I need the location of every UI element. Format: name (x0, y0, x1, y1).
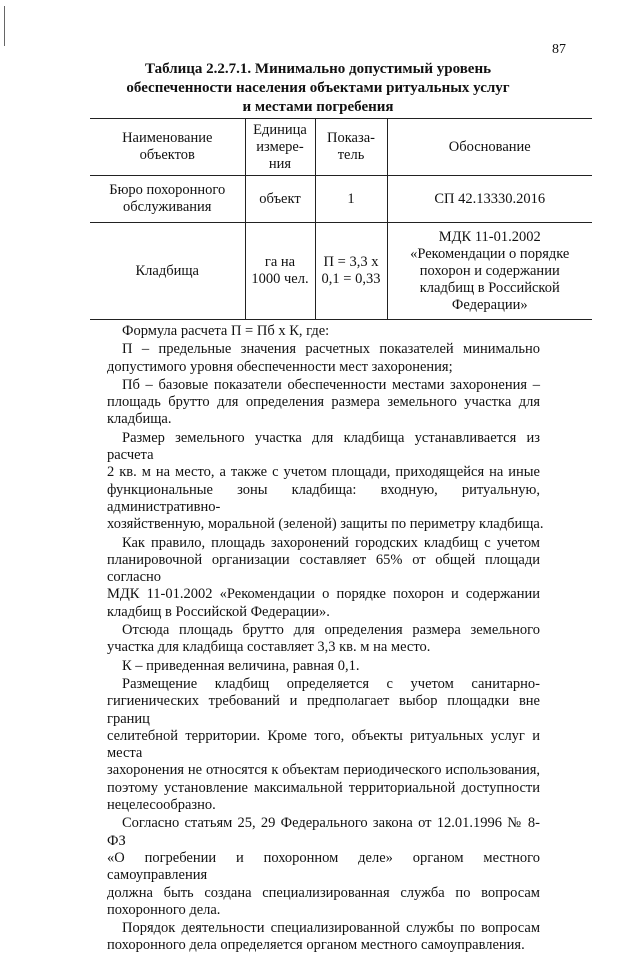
paragraph (107, 815, 540, 919)
text-line: Размещение кладбищ определяется с учетом санитарно- (122, 675, 540, 692)
table-cell: га на 1000 чел. (245, 223, 315, 320)
text-line: планировочной организации составляет 65% от общей площади согласно (107, 551, 540, 586)
header-cell: Показа-тель (315, 119, 387, 176)
paragraph (107, 323, 540, 340)
text-line: похоронного дела определяется органом местного самоуправления. (107, 937, 525, 954)
paragraph (107, 429, 544, 534)
text-line: кладбища. (107, 411, 172, 428)
paragraph (107, 622, 540, 657)
text-line: Порядок деятельности специализированной службы по вопросам (122, 920, 540, 937)
paragraph (107, 676, 540, 814)
text-line: Формула расчета П = Пб х К, где: (122, 323, 330, 339)
table-cell: Кладбища (90, 223, 245, 320)
table-title-line: обеспеченности населения объектами ритуальных услуг (126, 80, 510, 96)
paragraph (107, 535, 540, 621)
text-line: Размер земельного участка для кладбища устанавливается из расчета (107, 429, 540, 464)
text-line: Согласно статьям 25, 29 Федерального закона от 12.01.1996 № 8-ФЗ (107, 815, 540, 849)
text-line: Как правило, площадь захоронений городских кладбищ с учетом (122, 534, 540, 551)
norms-table (90, 118, 592, 320)
table-row (90, 176, 592, 223)
text-line: «О погребении и похоронном деле» органом местного самоуправления (107, 849, 540, 884)
paragraph (107, 377, 540, 429)
table-cell: 1 (315, 176, 387, 223)
text-line: должна быть создана специализированная служба по вопросам (107, 884, 540, 901)
scan-artifact-mark (4, 6, 5, 46)
text-line: поэтому установление максимальной территориальной доступности (107, 779, 540, 796)
text-line: захоронения не относятся к объектам периодического использования, (107, 762, 540, 779)
paragraph (107, 658, 540, 675)
table-cell: объект (245, 176, 315, 223)
paragraph (107, 341, 540, 376)
table-cell: МДК 11-01.2002 «Рекомендации о порядке похорон и содержании кладбищ в Российской Федерации» (387, 223, 592, 320)
table-header-row (90, 119, 592, 176)
table-title-line: Таблица 2.2.7.1. Минимально допустимый уровень (144, 61, 492, 77)
table-cell: Бюро похоронного обслуживания (90, 176, 245, 223)
table-title (90, 60, 546, 117)
table-cell: П = 3,3 х 0,1 = 0,33 (315, 223, 387, 320)
text-line: Пб – базовые показатели обеспеченности местами захоронения – (122, 376, 540, 393)
table-title-line: и местами погребения (242, 99, 394, 115)
text-line: П – предельные значения расчетных показателей минимально (122, 341, 540, 358)
table-row (90, 223, 592, 320)
table-cell: СП 42.13330.2016 (387, 176, 592, 223)
header-cell: Единица измере-ния (245, 119, 315, 176)
text-line: кладбищ в Российской Федерации». (107, 603, 330, 620)
paragraph (107, 920, 540, 955)
text-line: МДК 11-01.2002 «Рекомендации о порядке похорон и содержании (107, 586, 540, 603)
text-line: 2 кв. м на место, а также с учетом площади, приходящейся на иные (107, 464, 540, 481)
body-text (107, 323, 544, 956)
text-line: гигиенических требований и предполагает выбор площадки вне границ (107, 693, 540, 727)
text-line: похоронного дела. (107, 901, 221, 918)
text-line: хозяйственную, моральной (зеленой) защиты по периметру кладбища. (107, 516, 544, 533)
text-line: селитебной территории. Кроме того, объекты ритуальных услуг и места (107, 727, 540, 762)
page-number: 87 (552, 42, 566, 57)
header-cell: Обоснование (387, 119, 592, 176)
text-line: Отсюда площадь брутто для определения размера земельного (122, 622, 540, 639)
text-line: площадь брутто для определения размера земельного участка для (107, 394, 540, 411)
text-line: допустимого уровня обеспеченности мест захоронения; (107, 358, 453, 375)
text-line: нецелесообразно. (107, 797, 216, 814)
header-cell: Наименование объектов (90, 119, 245, 176)
text-line: К – приведенная величина, равная 0,1. (122, 657, 360, 674)
text-line: участка для кладбища составляет 3,3 кв. м на место. (107, 639, 431, 656)
text-line: функциональные зоны кладбища: входную, ритуальную, административно- (107, 481, 540, 515)
